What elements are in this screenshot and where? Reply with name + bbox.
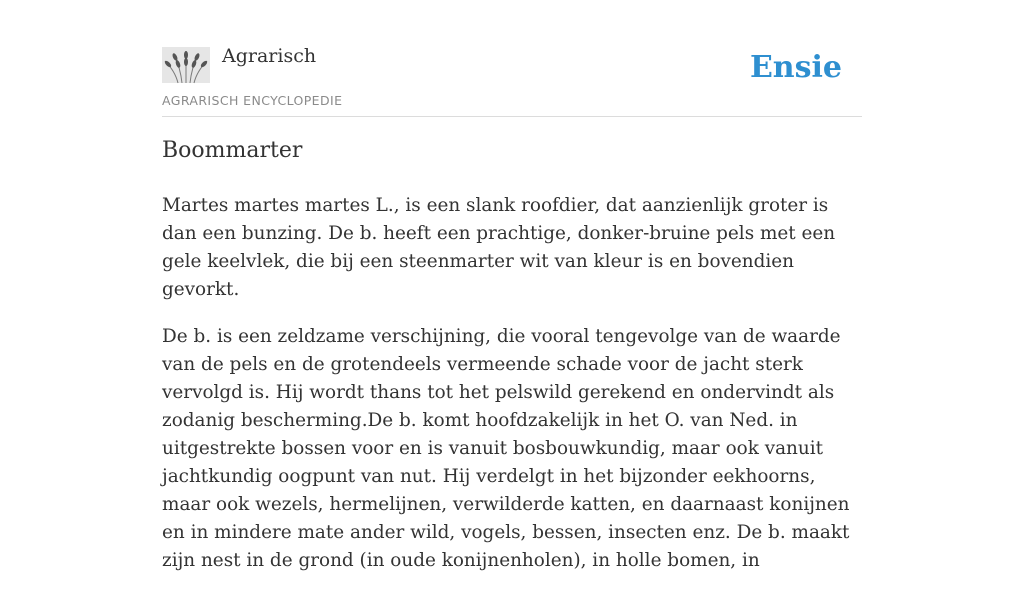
article-paragraph: Martes martes martes L., is een slank roofdier, dat aanzienlijk groter is dan een bunzing. De b. heeft een prachtige, donker-bruine pels met een gele keelvlek, die bij een steenmarter wit van kleur is en bovendien gevorkt. [162, 195, 836, 300]
article-body [162, 192, 862, 594]
source-name[interactable]: Agrarisch [222, 45, 317, 67]
source-subtitle: AGRARISCH ENCYCLOPEDIE [162, 93, 343, 108]
wheat-logo-icon[interactable] [162, 47, 210, 83]
article-paragraph: De b. is een zeldzame verschijning, die vooral tengevolge van de waarde van de pels en de grotendeels vermeende schade voor de jacht sterk vervolgd is. Hij wordt thans tot het pelswild gerekend en ondervindt als zodanig bescherming.De b. komt hoofdzakelijk in het O. van Ned. in uitgestrekte bossen voor en is vanuit bosbouwkundig, maar ook vanuit jachtkundig oogpunt van nut. Hij verdelgt in het bijzonder eekhoorns, maar ook wezels, hermelijnen, verwilderde katten, en daarnaast konijnen en in mindere mate ander wild, vogels, bessen, insecten enz. De b. maakt zijn nest in de grond (in oude konijnenholen), in holle bomen, in [162, 326, 850, 571]
article-title: Boommarter [162, 138, 303, 163]
header [162, 0, 862, 117]
brand-logo[interactable]: Ensie [749, 50, 842, 85]
